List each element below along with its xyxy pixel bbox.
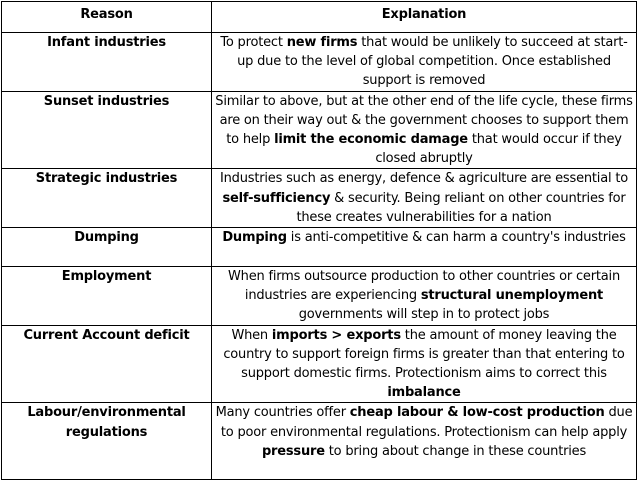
reason-cell: Labour/environmental regulations: [2, 403, 212, 480]
emphasis-text: structural unemployment: [420, 288, 604, 304]
table-row: [2, 228, 637, 267]
reason-cell: Current Account deficit: [2, 325, 212, 403]
header-explanation: Explanation: [212, 2, 637, 33]
reason-cell: Infant industries: [2, 33, 212, 92]
emphasis-text: cheap labour & low-cost production: [349, 405, 605, 421]
emphasis-text: self-sufficiency: [222, 190, 331, 206]
explanation-cell: When firms outsource production to other countries or certain industries are experiencing structural unemployment governments will step in to protect jobs: [212, 267, 637, 326]
explanation-cell: Similar to above, but at the other end of the life cycle, these firms are on their way out & the government chooses to support them to help limit the economic damage that would occur if they closed abruptly: [212, 91, 637, 169]
table-row: [2, 325, 637, 403]
header-reason: Reason: [2, 2, 212, 33]
emphasis-text: pressure: [261, 443, 325, 459]
emphasis-text: imports > exports: [271, 327, 401, 343]
explanation-cell: Industries such as energy, defence & agriculture are essential to self-sufficiency & security. Being reliant on other countries for these creates vulnerabilities for a nation: [212, 169, 637, 228]
header-row: [2, 2, 637, 33]
explanation-cell: Dumping is anti-competitive & can harm a country's industries: [212, 228, 637, 267]
reason-cell: Employment: [2, 267, 212, 326]
emphasis-text: imbalance: [387, 385, 461, 401]
explanation-cell: When imports > exports the amount of money leaving the country to support foreign firms is greater than that entering to support domestic firms. Protectionism aims to correct this imbalance: [212, 325, 637, 403]
emphasis-text: Dumping: [222, 230, 287, 246]
reason-cell: Sunset industries: [2, 91, 212, 169]
explanation-cell: To protect new firms that would be unlikely to succeed at start-up due to the level of global competition. Once established support is removed: [212, 33, 637, 92]
protectionism-reasons-table: [1, 1, 637, 480]
explanation-cell: Many countries offer cheap labour & low-cost production due to poor environmental regulations. Protectionism can help apply pressure to bring about change in these countries: [212, 403, 637, 480]
reason-cell: Dumping: [2, 228, 212, 267]
table-row: [2, 33, 637, 92]
table-row: [2, 91, 637, 169]
table-row: [2, 403, 637, 480]
reason-cell: Strategic industries: [2, 169, 212, 228]
emphasis-text: limit the economic damage: [274, 132, 468, 148]
table-row: [2, 169, 637, 228]
table-row: [2, 267, 637, 326]
emphasis-text: new firms: [286, 35, 358, 50]
